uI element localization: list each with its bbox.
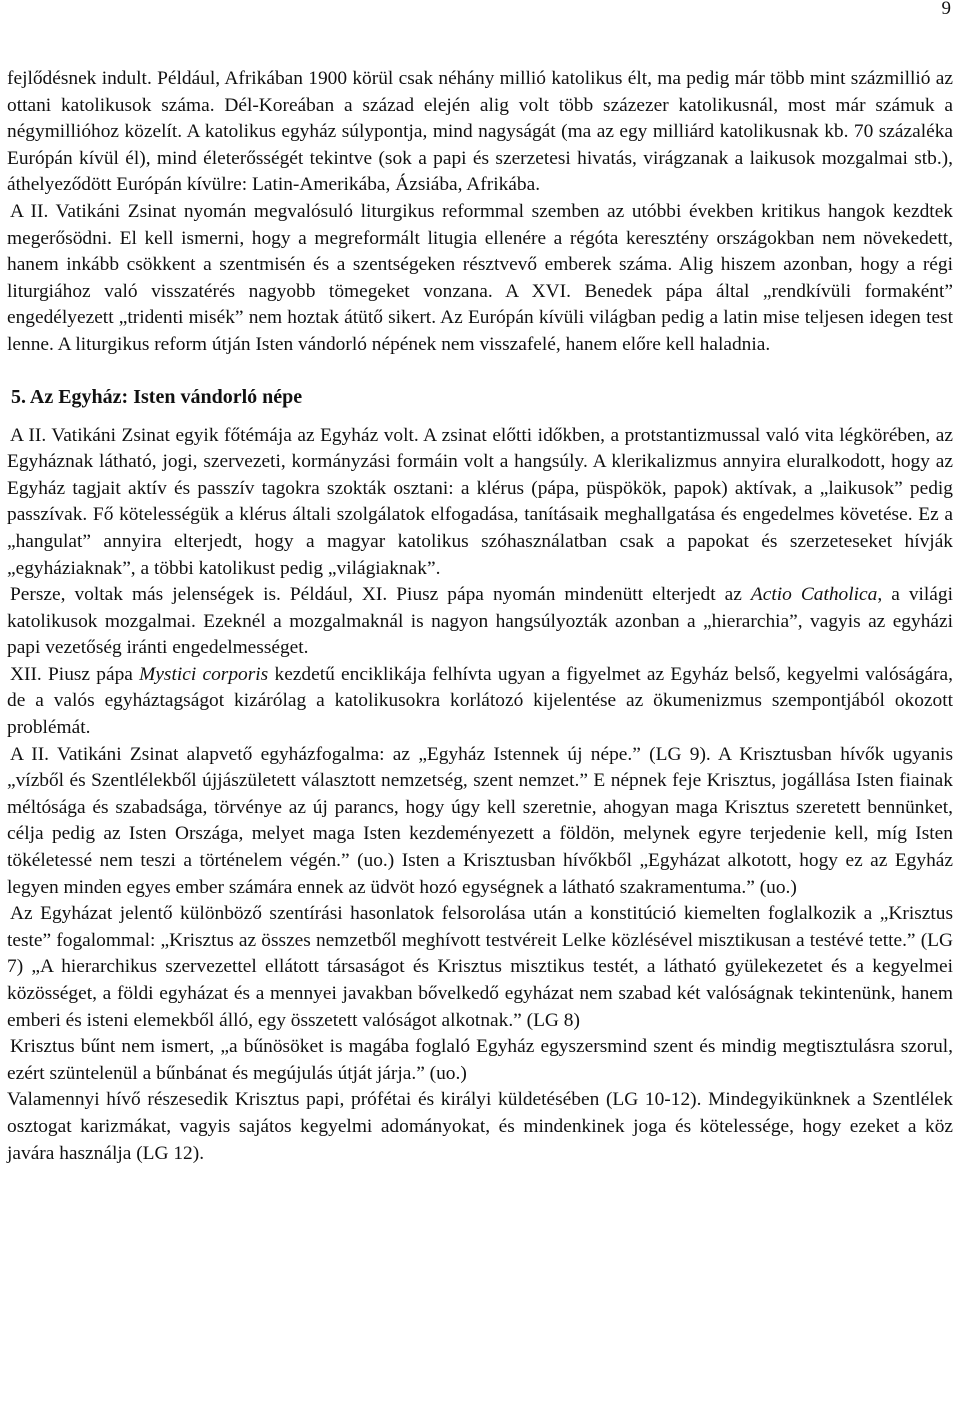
document-body: [7, 66, 953, 1167]
paragraph-4-italic: Actio Catholica: [750, 584, 878, 606]
paragraph-2: A II. Vatikáni Zsinat nyomán megvalósuló liturgikus reformmal szemben az utóbbi években kritikus hangok kezdtek megerősödni. El kell ismerni, hogy a megreformált litugia ellenére a régóta keresztény országokban nem növekedett, hanem inkább csökkent a szentmisén és a szentségeken résztvevő emberek száma. Alig hiszem azonban, hogy a régi liturgiához való visszatérés nagyobb tömegeket vonzana. A XVI. Benedek pápa által „rendkívüli formaként” engedélyezett „tridenti misék” nem hoztak átütő sikert. Az Európán kívüli világban pedig a latin mise teljesen idegen test lenne. A liturgikus reform útján Isten vándorló népének nem visszafelé, hanem előre kell haladnia.: [7, 200, 953, 355]
paragraph-5-text-b: kezdetű enciklikája felhívta ugyan a figyelmet az Egyház belső, kegyelmi valóságára, de a valós egyháztagságot kizárólag a katolikusokra korlátozó kijelentése az ökumenizmus szempontjából okozott problémát.: [7, 663, 954, 739]
page-number: 9: [941, 0, 951, 19]
paragraph-5-text-a: XII. Piusz pápa: [10, 663, 140, 685]
paragraph-4-text-a: Persze, voltak más jelenségek is. Például, XI. Piusz pápa nyomán mindenütt elterjedt az: [10, 584, 751, 606]
section-heading: 5. Az Egyház: Isten vándorló népe: [11, 385, 303, 408]
paragraph-4-text-b: , a világi katolikusok mozgalmai. Ezeknél a mozgalmaknál is nagyon hangsúlyozták azonban a „hierarchia”, vagyis az egyházi papi vezetőség iránti engedelmességet.: [7, 584, 953, 659]
paragraph-3: A II. Vatikáni Zsinat egyik főtémája az Egyház volt. A zsinat előtti időkben, a protstantizmussal való vita légkörében, az Egyháznak látható, jogi, szervezeti, kormányzási formáin volt a hangsúly. A klerikalizmus annyira eluralkodott, hogy az Egyház tagjait aktív és passzív tagokra szokták osztani: a klérus (pápa, püspökök, papok) aktívak, a „laikusok” pedig passzívak. Fő kötelességük a klérus általi szolgálatok elfogadása, tanításaik meghallgatása és engedelmes követése. Ez a „hangulat” annyira elterjedt, hogy a magyar katolikus szóhasználatban csak a papokat és szerzeteseket hívják „egyháziaknak”, a többi katolikust pedig „világiaknak”.: [7, 424, 953, 579]
paragraph-8: Krisztus bűnt nem ismert, „a bűnösöket is magába foglaló Egyház egyszersmind szent és mindig megtisztulásra szorul, ezért szüntelenül a bűnbánat és megújulás útját járja.” (uo.): [7, 1036, 953, 1084]
paragraph-1: fejlődésnek indult. Például, Afrikában 1900 körül csak néhány millió katolikus élt, ma pedig már több mint százmillió az ottani katolikusok száma. Dél-Koreában a század elején alig volt több százezer katolikusnál, most már számuk a négymillióhoz közelít. A katolikus egyház súlypontja, mind nagyságát (ma az egy milliárd katolikusnak kb. 70 százaléka Európán kívül él), mind életerősségét tekintve (sok a papi és szerzetesi hivatás, virágzanak a laikusok mozgalmai stb.), áthelyeződött Európán kívülre: Latin-Amerikába, Ázsiába, Afrikába.: [7, 68, 953, 196]
paragraph-9: Valamennyi hívő részesedik Krisztus papi, prófétai és királyi küldetésében (LG 10-12). Mindegyikünknek a Szentlélek osztogat karizmákat, vagyis sajátos kegyelmi adományokat, és mindenkinek joga és kötelessége, hogy ezeket a köz javára használja (LG 12).: [7, 1089, 953, 1164]
paragraph-5-italic: Mystici corporis: [139, 663, 269, 685]
paragraph-6: A II. Vatikáni Zsinat alapvető egyházfogalma: az „Egyház Istennek új népe.” (LG 9). A Krisztusban hívők ugyanis „vízből és Szentlélekből újjászületett választott nemzetség, szent nemzet.” E népnek feje Krisztus, jogállása Isten fiainak méltósága és szabadsága, törvénye az új parancs, hogy úgy kell szeretnie, ahogyan maga Krisztus szeretett bennünket, célja pedig az Isten Országa, melyet maga Isten kezdeményezett a földön, melynek egyre terjedenie kell, míg Isten tökéletessé nem teszi a történelem végén.” (uo.) Isten a Krisztusban hívőkből „Egyházat alkotott, hogy ez az Egyház legyen minden egyes ember számára ennek az üdvöt hozó egységnek a látható szakramentuma.” (uo.): [7, 743, 953, 898]
paragraph-7: Az Egyházat jelentő különböző szentírási hasonlatok felsorolása után a konstitúció kiemelten foglalkozik a „Krisztus teste” fogalommal: „Krisztus az összes nemzetből meghívott testvéreit Lelke közlésével misztikusan a testévé tette.” (LG 7) „A hierarchikus szervezettel ellátott társaságot és Krisztus misztikus testét, a látható gyülekezetet és a kegyelmei közösséget, a földi egyházat és a mennyei javakban bővelkedő egyházat nem szabad két valóságnak tekintenünk, hanem emberi és isteni elemekből álló, egy összetett valóságot alkotnak.” (LG 8): [7, 903, 953, 1031]
paragraph-5: [7, 662, 953, 742]
paragraph-4: [7, 582, 953, 662]
